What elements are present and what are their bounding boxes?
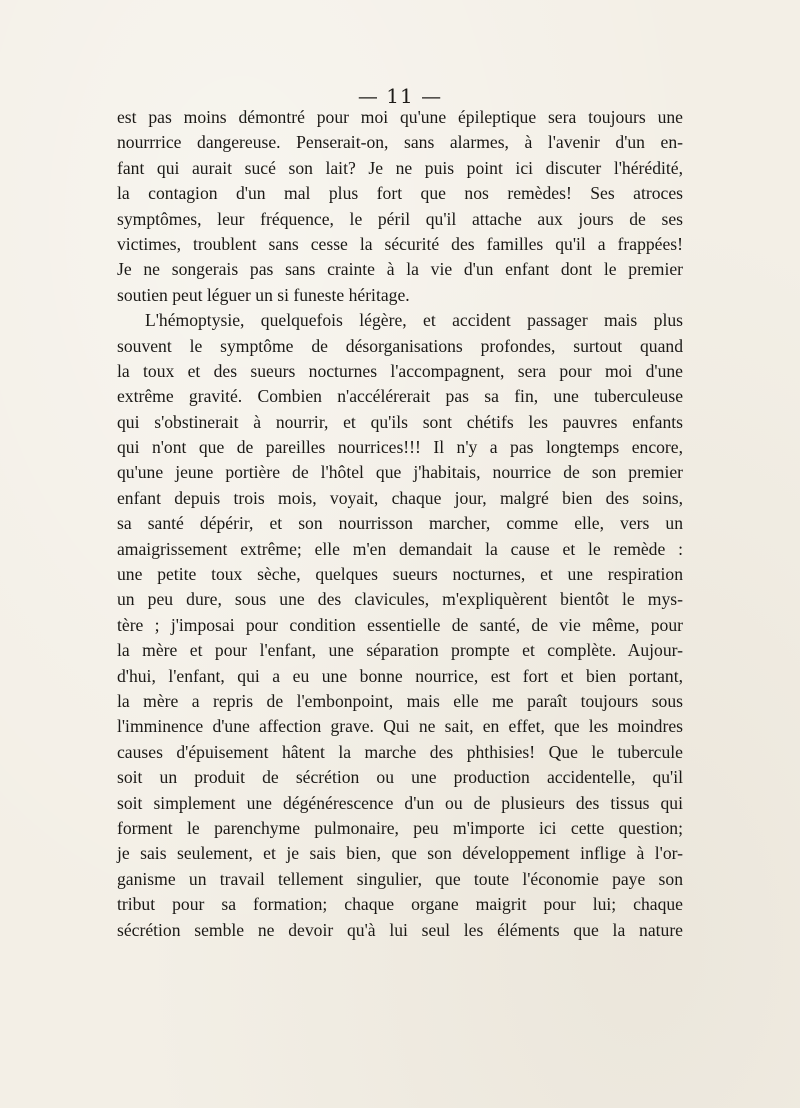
text-line: qui n'ont que de pareilles nourrices!!! Il n'y a pas longtemps encore, bbox=[117, 437, 683, 458]
text-line: qui s'obstinerait à nourrir, et qu'ils sont chétifs les pauvres enfants bbox=[117, 411, 683, 432]
text-line: extrême gravité. Combien n'accélérerait pas sa fin, une tuberculeuse bbox=[117, 386, 683, 407]
text-line: victimes, troublent sans cesse la sécurité des familles qu'il a frappées! bbox=[117, 233, 683, 254]
text-line: enfant depuis trois mois, voyait, chaque jour, malgré bien des soins, bbox=[117, 487, 683, 508]
text-line: tribut pour sa formation; chaque organe maigrit pour lui; chaque bbox=[117, 894, 683, 915]
text-line: souvent le symptôme de désorganisations profondes, surtout quand bbox=[117, 335, 683, 356]
paragraph-start-line: L'hémoptysie, quelquefois légère, et accident passager mais plus bbox=[145, 310, 683, 331]
text-line: sa santé dépérir, et son nourrisson marcher, comme elle, vers un bbox=[117, 513, 683, 534]
text-line: qu'une jeune portière de l'hôtel que j'habitais, nourrice de son premier bbox=[117, 462, 683, 483]
text-line: d'hui, l'enfant, qui a eu une bonne nourrice, est fort et bien portant, bbox=[117, 665, 683, 686]
text-line: sécrétion semble ne devoir qu'à lui seul les éléments que la nature bbox=[117, 919, 683, 940]
text-line: ganisme un travail tellement singulier, que toute l'économie paye son bbox=[117, 868, 683, 889]
text-line: symptômes, leur fréquence, le péril qu'il attache aux jours de ses bbox=[117, 208, 683, 229]
text-line: soit simplement une dégénérescence d'un ou de plusieurs des tissus qui bbox=[117, 792, 683, 813]
text-line: causes d'épuisement hâtent la marche des phthisies! Que le tubercule bbox=[117, 741, 683, 762]
body-text bbox=[117, 105, 683, 943]
text-line: un peu dure, sous une des clavicules, m'expliquèrent bientôt le mys- bbox=[117, 589, 683, 610]
text-line: soit un produit de sécrétion ou une production accidentelle, qu'il bbox=[117, 767, 683, 788]
text-line: tère ; j'imposai pour condition essentielle de santé, de vie même, pour bbox=[117, 614, 683, 635]
text-line: forment le parenchyme pulmonaire, peu m'importe ici cette question; bbox=[117, 817, 683, 838]
text-line: je sais seulement, et je sais bien, que son développement inflige à l'or- bbox=[117, 843, 683, 864]
text-line: fant qui aurait sucé son lait? Je ne puis point ici discuter l'hérédité, bbox=[117, 157, 683, 178]
text-line: Je ne songerais pas sans crainte à la vie d'un enfant dont le premier bbox=[117, 259, 683, 280]
text-line: nourrrice dangereuse. Penserait-on, sans alarmes, à l'avenir d'un en- bbox=[117, 132, 683, 153]
text-line: la mère a repris de l'embonpoint, mais elle me paraît toujours sous bbox=[117, 690, 683, 711]
text-line: la toux et des sueurs nocturnes l'accompagnent, sera pour moi d'une bbox=[117, 360, 683, 381]
page-number: — 11 — bbox=[357, 84, 443, 108]
text-line: la contagion d'un mal plus fort que nos remèdes! Ses atroces bbox=[117, 183, 683, 204]
paragraph-end-line: soutien peut léguer un si funeste héritage. bbox=[117, 284, 410, 305]
text-line: la mère et pour l'enfant, une séparation prompte et complète. Aujour- bbox=[117, 640, 683, 661]
text-line: une petite toux sèche, quelques sueurs nocturnes, et une respiration bbox=[117, 564, 683, 585]
text-line: l'imminence d'une affection grave. Qui ne sait, en effet, que les moindres bbox=[117, 716, 683, 737]
text-line: amaigrissement extrême; elle m'en demandait la cause et le remède : bbox=[117, 538, 683, 559]
text-line: est pas moins démontré pour moi qu'une épileptique sera toujours une bbox=[117, 107, 683, 127]
